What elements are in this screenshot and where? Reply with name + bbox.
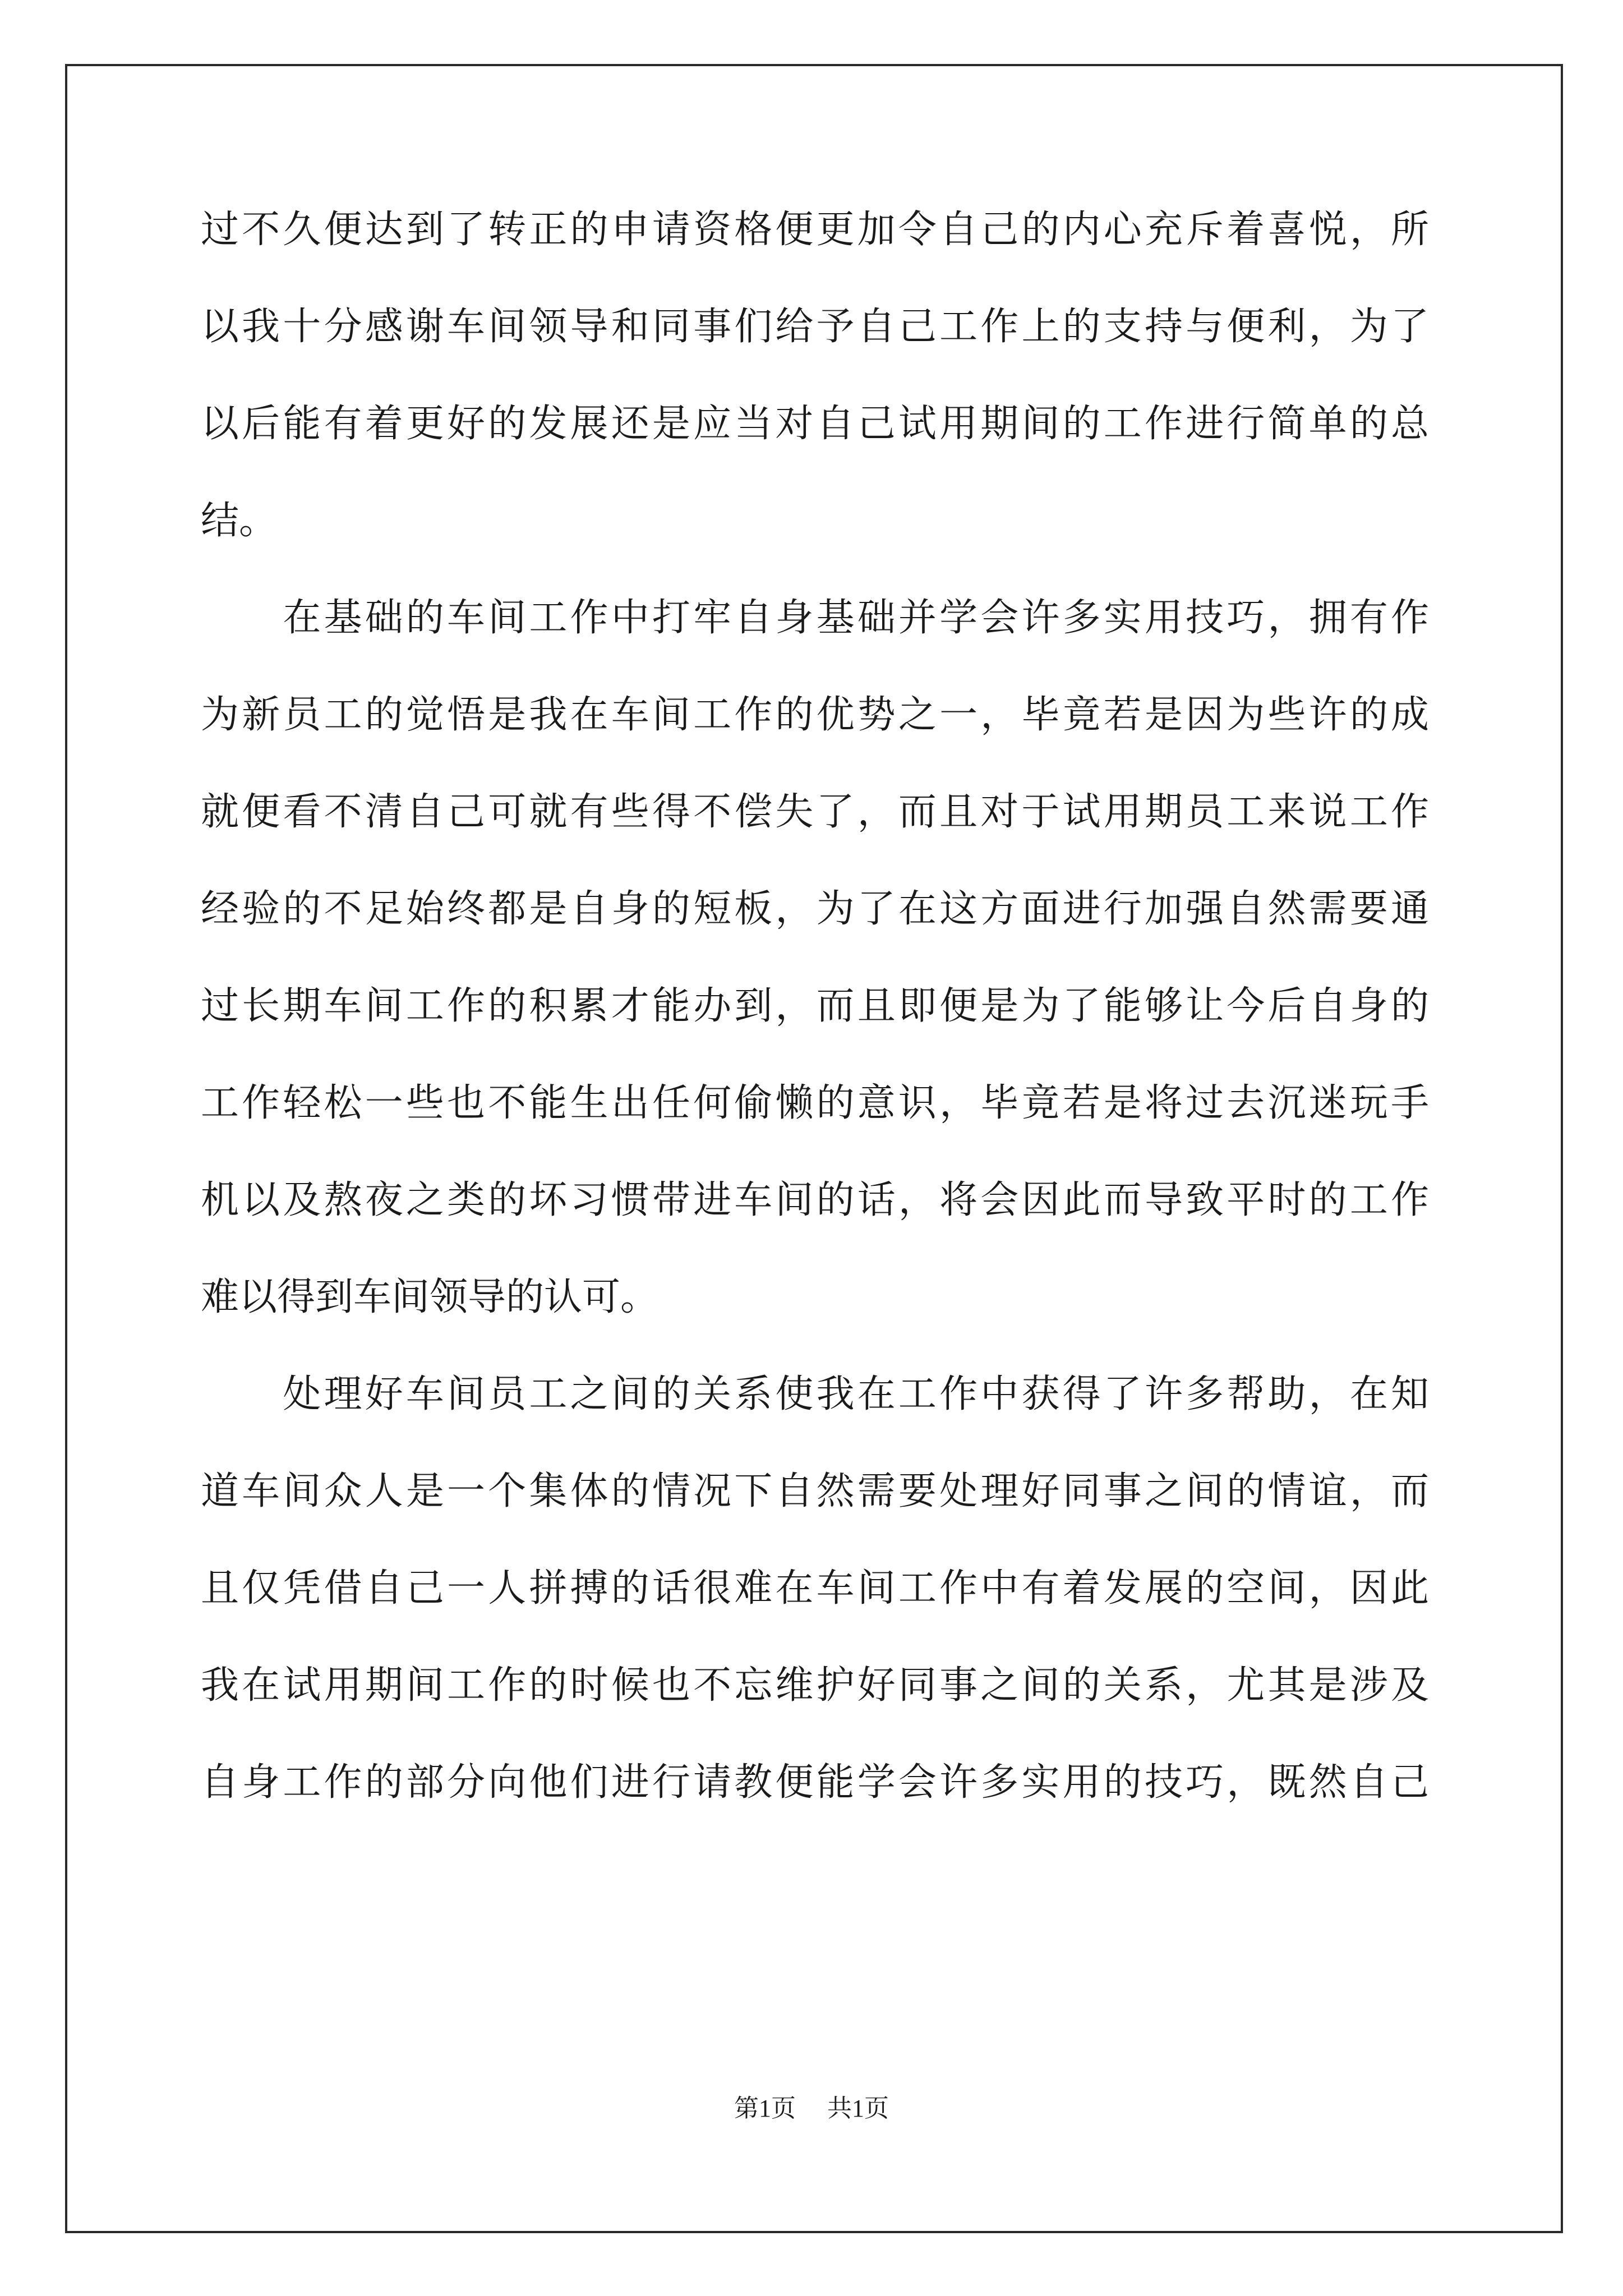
text-line: 经 验 的 不 足 始 终 都 是 自 身 的 短 板 ， 为 了 在 这 方 面 进 行 加 强 自 然 需 要 通 xyxy=(201,887,1429,931)
text-line: 结。 xyxy=(201,499,278,543)
text-line: 过 长 期 车 间 工 作 的 积 累 才 能 办 到 ， 而 且 即 便 是 为 了 能 够 让 今 后 自 身 的 xyxy=(201,984,1429,1028)
text-line: 工 作 轻 松 一 些 也 不 能 生 出 任 何 偷 懒 的 意 识 ， 毕 竟 若 是 将 过 去 沉 迷 玩 手 xyxy=(201,1081,1429,1125)
document-body xyxy=(201,208,1429,1857)
text-line: 过 不 久 便 达 到 了 转 正 的 申 请 资 格 便 更 加 令 自 己 的 内 心 充 斥 着 喜 悦 ， 所 xyxy=(201,208,1429,252)
text-line: 处 理 好 车 间 员 工 之 间 的 关 系 使 我 在 工 作 中 获 得 了 许 多 帮 助 ， 在 知 xyxy=(283,1372,1429,1416)
text-line: 道 车 间 众 人 是 一 个 集 体 的 情 况 下 自 然 需 要 处 理 好 同 事 之 间 的 情 谊 ， 而 xyxy=(201,1469,1429,1513)
page-number: 第1页 xyxy=(734,2095,796,2122)
text-line: 为 新 员 工 的 觉 悟 是 我 在 车 间 工 作 的 优 势 之 一 ， 毕 竟 若 是 因 为 些 许 的 成 xyxy=(201,693,1429,737)
text-line: 就 便 看 不 清 自 己 可 就 有 些 得 不 偿 失 了 ， 而 且 对 于 试 用 期 员 工 来 说 工 作 xyxy=(201,790,1429,834)
page-total: 共1页 xyxy=(827,2095,889,2122)
page-footer xyxy=(0,2093,1623,2124)
text-line: 机 以 及 熬 夜 之 类 的 坏 习 惯 带 进 车 间 的 话 ， 将 会 因 此 而 导 致 平 时 的 工 作 xyxy=(201,1178,1429,1222)
text-line: 以 我 十 分 感 谢 车 间 领 导 和 同 事 们 给 予 自 己 工 作 上 的 支 持 与 便 利 ， 为 了 xyxy=(201,305,1429,349)
text-line: 自 身 工 作 的 部 分 向 他 们 进 行 请 教 便 能 学 会 许 多 实 用 的 技 巧 ， 既 然 自 己 xyxy=(201,1760,1429,1805)
text-line: 以 后 能 有 着 更 好 的 发 展 还 是 应 当 对 自 己 试 用 期 间 的 工 作 进 行 简 单 的 总 xyxy=(201,402,1429,446)
text-line: 难以得到车间领导的认可。 xyxy=(201,1275,659,1319)
text-line: 我 在 试 用 期 间 工 作 的 时 候 也 不 忘 维 护 好 同 事 之 间 的 关 系 ， 尤 其 是 涉 及 xyxy=(201,1663,1429,1708)
text-line: 在 基 础 的 车 间 工 作 中 打 牢 自 身 基 础 并 学 会 许 多 实 用 技 巧 ， 拥 有 作 xyxy=(283,596,1429,640)
text-line: 且 仅 凭 借 自 己 一 人 拼 搏 的 话 很 难 在 车 间 工 作 中 有 着 发 展 的 空 间 ， 因 此 xyxy=(201,1566,1429,1611)
